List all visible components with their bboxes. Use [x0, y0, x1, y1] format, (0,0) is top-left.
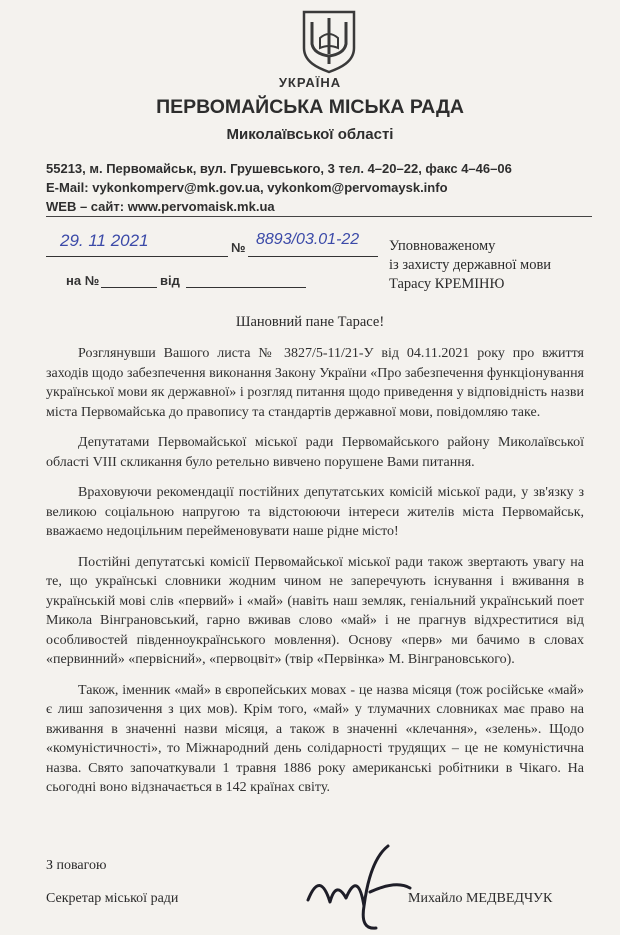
trident-emblem-icon — [300, 8, 358, 74]
web-line: WEB – сайт: www.pervomaisk.mk.ua — [46, 199, 275, 214]
email-line: E-Mail: vykonkomperv@mk.gov.ua, vykonkom@pervomaysk.info — [46, 180, 448, 195]
outgoing-number: 8893/03.01-22 — [256, 231, 360, 248]
country-name: УКРАЇНА — [278, 75, 342, 90]
date-underline — [46, 256, 228, 257]
letterhead-divider — [46, 216, 592, 217]
region-name: Миколаївської області — [226, 126, 394, 143]
paragraph-review: Депутатами Первомайської міської ради Первомайського району Миколаївської області VIII скликання було ретельно вивчено порушене Вами питання. — [46, 435, 584, 470]
addressee-role: із захисту державної мови — [389, 257, 552, 273]
signer-position: Секретар міської ради — [46, 891, 179, 906]
addressee-name: Тарасу КРЕМІНЮ — [389, 276, 505, 292]
number-underline — [248, 256, 378, 257]
number-mark: № — [231, 240, 246, 255]
reply-to-underline — [101, 287, 157, 288]
salutation: Шановний пане Тарасе! — [235, 314, 385, 330]
signer-name: Михайло МЕДВЕДЧУК — [408, 891, 553, 906]
handwritten-signature — [300, 840, 420, 935]
paragraph-vocabulary: Постійні депутатські комісії Первомайської міської ради також звертають увагу на те, що українські словники жодним чином не заперечують існування і вживання в українській мові слів «первий» і «май» (навіть наш земляк, геніальний український поет Микола Вінграновський, гарно вживав слово «май» і не прагнув відхреститися від особливостей південноукраїнського мовлення). Основу «перв» ми бачимо в словах «первинний» «первісний», «первоцвіт» (твір «Первінка» М. Вінграновського). — [46, 554, 584, 667]
paragraph-decision: Враховуючи рекомендації постійних депутатських комісій міської ради, у зв'язку з великою соціальною напругою та відстоюючи інтереси жителів міста Первомайськ, вважаємо недоцільним перейменовувати наше рідне місто! — [46, 485, 584, 539]
from-label: від — [160, 273, 180, 288]
council-name: ПЕРВОМАЙСЬКА МІСЬКА РАДА — [156, 96, 464, 118]
reply-to-label: на № — [66, 273, 100, 288]
paragraph-request: Розглянувши Вашого листа № 3827/5-11/21-У від 04.11.2021 року про вжиття заходів щодо забезпечення виконання Закону України «Про забезпечення функціонування української мови як державної» і розгляд питання щодо приведення у відповідність назви міста Первомайська до правопису та стандартів державної мови, повідомляю таке. — [46, 346, 584, 420]
letter-body — [46, 344, 584, 809]
paragraph-may-meaning: Також, іменник «май» в європейських мовах - це назва місяця (тож російське «май» є лиш запозичення з цих мов). Крім того, «май» у тлумачних словниках має право на вживання в значенні назви місяця, а також в значенні «клечання», «зелень». Щодо «комуністичності», то Міжнародний день солідарності трудящих – це не комуністична назва. Свято започаткували 1 травня 1886 року американські робітники в Чікаго. На сьогодні воно відзначається в 142 країнах світу. — [46, 682, 584, 795]
closing-regards: З повагою — [46, 858, 107, 873]
from-underline — [186, 287, 306, 288]
addressee-title: Уповноваженому — [389, 238, 496, 254]
address-line: 55213, м. Первомайськ, вул. Грушевського, 3 тел. 4–20–22, факс 4–46–06 — [46, 161, 512, 176]
outgoing-date: 29. 11 2021 — [60, 231, 149, 250]
